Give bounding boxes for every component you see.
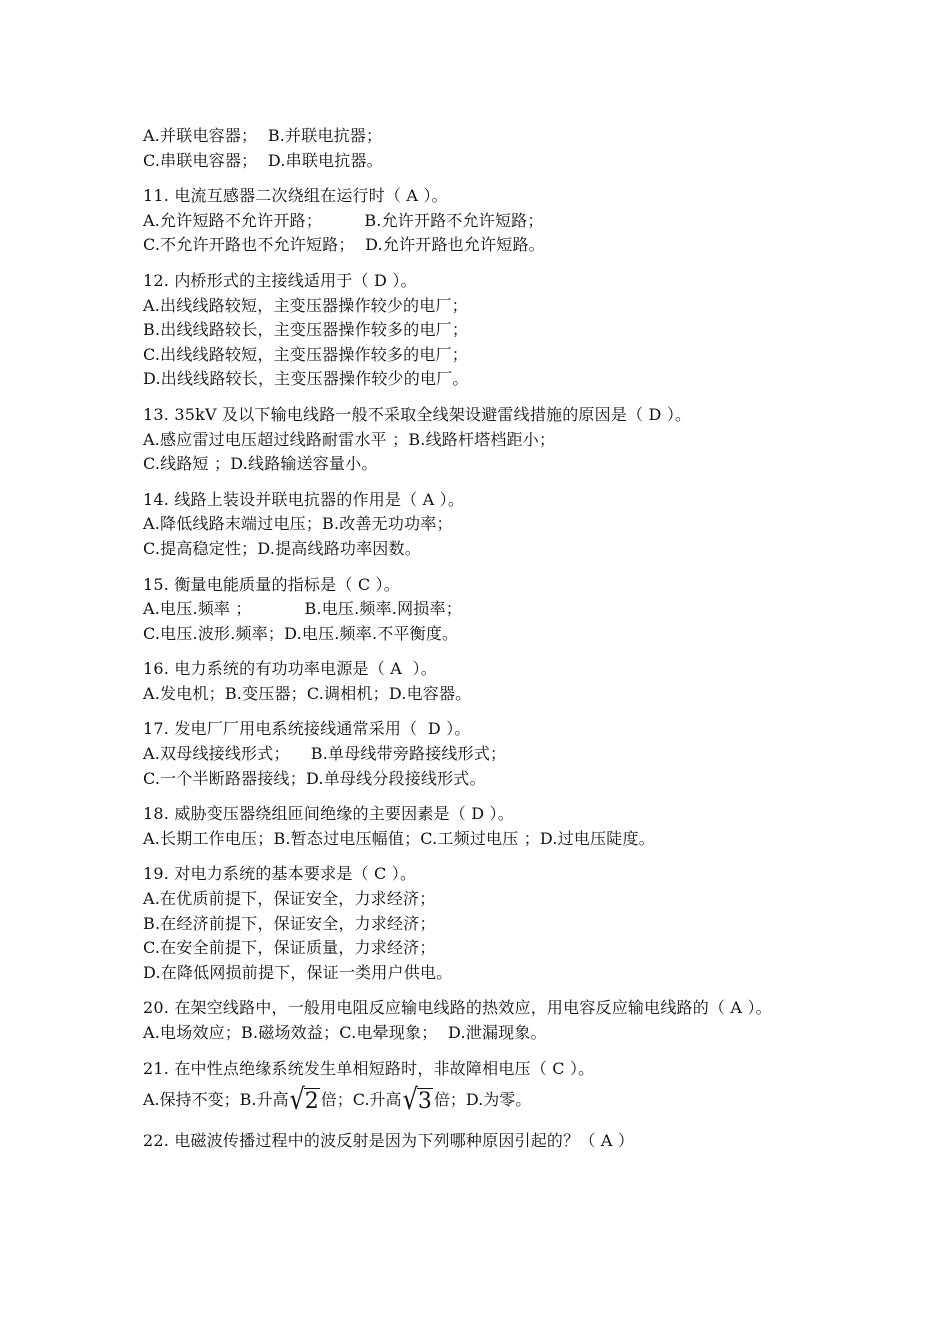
option-line: D.在降低网损前提下，保证一类用户供电。 (143, 962, 453, 982)
question-page (143, 124, 823, 1165)
question-19 (143, 862, 823, 985)
question-21 (143, 1057, 823, 1116)
question-stem: 15. 衡量电能质量的指标是（ C ）。 (143, 574, 400, 594)
option-line: C.提高稳定性；D.提高线路功率因数。 (143, 538, 421, 558)
question-stem: 16. 电力系统的有功功率电源是（ A ）。 (143, 659, 437, 679)
question-stem: 17. 发电厂厂用电系统接线通常采用（ D ）。 (143, 719, 471, 739)
option-line: A.发电机；B.变压器；C.调相机；D.电容器。 (143, 683, 472, 703)
question-20 (143, 996, 823, 1045)
option-line: A.允许短路不允许开路； B.允许开路不允许短路； (143, 210, 544, 230)
question-10-options (143, 124, 823, 173)
option-line: A.并联电容器； B.并联电抗器； (143, 126, 383, 145)
question-stem: 18. 威胁变压器绕组匝间绝缘的主要因素是（ D ）。 (143, 804, 514, 824)
option-line: A.长期工作电压；B.暂态过电压幅值；C.工频过电压 ；D.过电压陡度。 (143, 828, 655, 848)
question-12 (143, 269, 823, 392)
option-line: D.出线线路较长，主变压器操作较少的电厂。 (143, 369, 469, 389)
option-text: 倍；C.升高 (320, 1090, 402, 1110)
question-16 (143, 657, 823, 706)
option-line: A.电场效应；B.磁场效益；C.电晕现象； D.泄漏现象。 (143, 1023, 547, 1042)
option-line: A.双母线接线形式； B.单母线带旁路接线形式； (143, 744, 507, 764)
square-root-2 (289, 1082, 320, 1117)
option-line: B.在经济前提下，保证安全，力求经济； (143, 913, 436, 933)
option-text: 倍；D.为零。 (433, 1090, 532, 1110)
question-stem: 11. 电流互感器二次绕组在运行时（ A ）。 (143, 186, 448, 206)
radicand: 3 (417, 1089, 432, 1115)
question-15 (143, 573, 823, 647)
option-line: A.降低线路末端过电压；B.改善无功功率； (143, 514, 453, 534)
question-17 (143, 717, 823, 791)
option-line: C.线路短 ；D.线路输送容量小。 (143, 454, 378, 474)
question-stem: 22. 电磁波传播过程中的波反射是因为下列哪种原因引起的？（ A ） (143, 1131, 635, 1151)
question-18 (143, 802, 823, 851)
option-line: C.不允许开路也不允许短路； D.允许开路也允许短路。 (143, 235, 545, 255)
question-stem: 14. 线路上装设并联电抗器的作用是（ A ）。 (143, 489, 465, 509)
option-line: A.电压.频率 ； B.电压.频率.网损率； (143, 599, 462, 619)
radical-icon: √ (402, 1082, 418, 1117)
square-root-3 (402, 1082, 433, 1117)
question-stem: 13. 35kV 及以下输电线路一般不采取全线架设避雷线措施的原因是（ D ）。 (143, 404, 692, 424)
radical-icon: √ (289, 1082, 305, 1117)
question-14 (143, 488, 823, 562)
option-line: C.在安全前提下，保证质量，力求经济； (143, 938, 436, 958)
question-stem: 20. 在架空线路中，一般用电阻反应输电线路的热效应，用电容反应输电线路的（ A ）。 (143, 998, 772, 1018)
option-line: C.电压.波形.频率；D.电压.频率.不平衡度。 (143, 623, 459, 643)
question-stem: 12. 内桥形式的主接线适用于（ D ）。 (143, 270, 417, 290)
question-11 (143, 184, 823, 258)
option-line: C.串联电容器； D.串联电抗器。 (143, 150, 383, 170)
question-22 (143, 1129, 823, 1154)
question-13 (143, 403, 823, 477)
option-line: A.在优质前提下，保证安全，力求经济； (143, 889, 436, 909)
option-line: C.出线线路较短，主变压器操作较多的电厂； (143, 344, 468, 364)
option-line: C.一个半断路器接线；D.单母线分段接线形式。 (143, 768, 486, 788)
question-stem: 19. 对电力系统的基本要求是（ C ）。 (143, 864, 417, 884)
option-text: A.保持不变；B.升高 (143, 1090, 289, 1110)
option-line: B.出线线路较长，主变压器操作较多的电厂； (143, 320, 469, 340)
question-stem: 21. 在中性点绝缘系统发生单相短路时，非故障相电压（ C ）。 (143, 1058, 595, 1078)
option-line-with-radicals (143, 1081, 823, 1115)
option-line: A.出线线路较短，主变压器操作较少的电厂； (143, 295, 468, 315)
option-line: A.感应雷过电压超过线路耐雷水平 ；B.线路杆塔档距小； (143, 429, 556, 449)
radicand: 2 (304, 1089, 319, 1115)
